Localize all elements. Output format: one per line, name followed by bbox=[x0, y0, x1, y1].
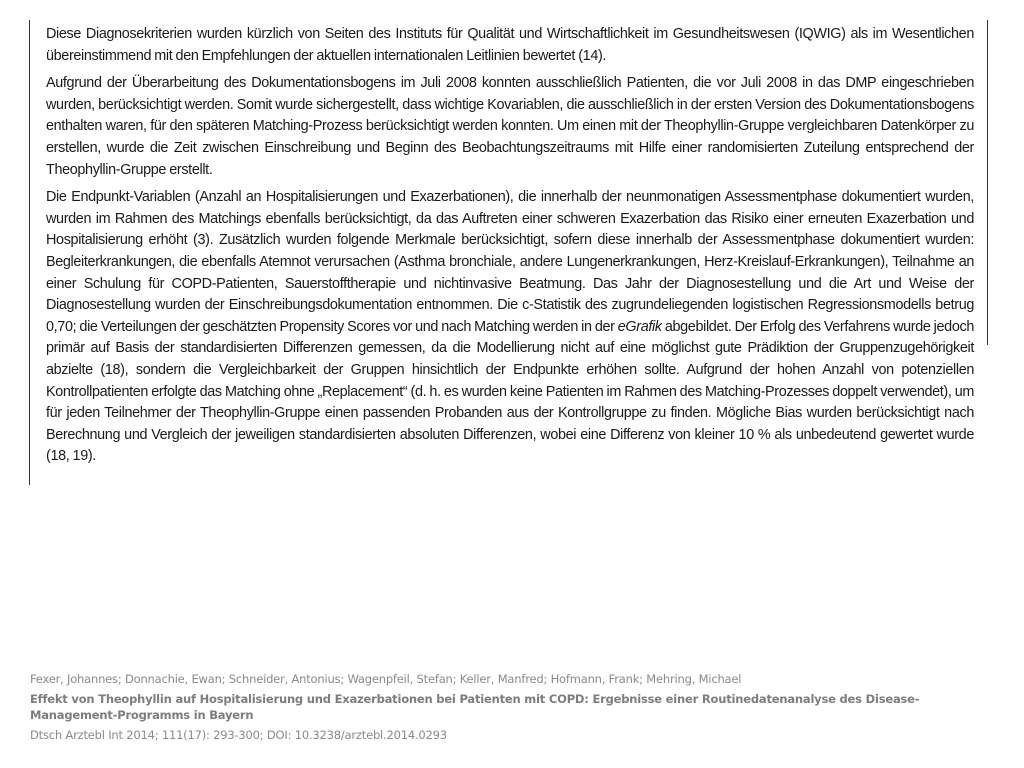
citation-authors: Fexer, Johannes; Donnachie, Ewan; Schneider, Antonius; Wagenpfeil, Stefan; Keller, Manfred; Hofmann, Frank; Mehring, Michael bbox=[30, 672, 742, 686]
citation-title: Effekt von Theophyllin auf Hospitalisierung und Exazerbationen bei Patienten mit COPD: Ergebnisse einer Routinedatenanalyse des Disease-Management-Programms in Bayern bbox=[30, 692, 920, 722]
article-body bbox=[46, 24, 974, 474]
egrafik-reference: eGrafik bbox=[617, 318, 662, 335]
paragraph-endpoint-variables bbox=[46, 187, 974, 468]
citation-block bbox=[30, 671, 970, 747]
right-margin-rule bbox=[987, 20, 988, 345]
paragraph-endpoint-text-end: abgebildet. Der Erfolg des Verfahrens wurde jedoch primär auf Basis der standardisierten Differenzen gemessen, da die Modellierung nicht auf eine möglichst gute Prädiktion der Gruppenzugehörigkeit abzielte (18), sondern die Vergleichbarkeit der Gruppen hinsichtlich der Endpunkte erhöhen sollte. Aufgrund der hohen Anzahl von potenziellen Kontrollpatienten erfolgte das Matching ohne „Replacement“ (d. h. es wurden keine Patienten im Rahmen des Matching-Prozesses doppelt verwendet), um für jeden Teilnehmer der Theophyllin-Gruppe einen passenden Probanden aus der Kontrollgruppe zu finden. Mögliche Bias wurden berücksichtigt nach Berechnung und Vergleich der jeweiligen standardisierten absoluten Differenzen, wobei eine Differenz von kleiner 10 % als unbedeutend gewertet wurde (18, 19). bbox=[46, 318, 974, 465]
paragraph-endpoint-text-start: Die Endpunkt-Variablen (Anzahl an Hospitalisierungen und Exazerbationen), die innerhalb der neunmonatigen Assessmentphase dokumentiert wurden, wurden im Rahmen des Matchings ebenfalls berücksichtigt, da das Auftreten einer schweren Exazerbation das Risiko einer erneuten Exazerbation und Hospitalisierung erhöht (3). Zusätzlich wurden folgende Merkmale berücksichtigt, sofern diese innerhalb der Assessmentphase dokumentiert wurden: Begleiterkrankungen, die ebenfalls Atemnot verursachen (Asthma bronchiale, andere Lungenerkrankungen, Herz-Kreislauf-Erkrankungen), Teilnahme an einer Schulung für COPD-Patienten, Sauerstofftherapie und nichtinvasive Beatmung. Das Jahr der Diagnosestellung und die Art und Weise der Diagnosestellung wurden der Einschreibungsdokumentation entnommen. Die c-Statistik des zugrundeliegenden logistischen Regressionsmodells betrug 0,70; die Verteilungen der geschätzten Propensity Scores vor und nach Matching werden in der bbox=[46, 189, 974, 335]
paragraph-diagnosis-criteria: Diese Diagnosekriterien wurden kürzlich von Seiten des Instituts für Qualität und Wirtschaftlichkeit im Gesundheitswesen (IQWIG) als im Wesentlichen übereinstimmend mit den Empfehlungen der aktuellen internationalen Leitlinien bewertet (14). bbox=[46, 26, 974, 64]
paragraph-documentation-revision: Aufgrund der Überarbeitung des Dokumentationsbogens im Juli 2008 konnten ausschließlich Patienten, die vor Juli 2008 in das DMP eingeschrieben wurden, berücksichtigt werden. Somit wurde sichergestellt, dass wichtige Kovariablen, die ausschließlich in der ersten Version des Dokumentationsbogens enthalten waren, für den späteren Matching-Prozess berücksichtigt werden konnten. Um einen mit der Theophyllin-Gruppe vergleichbaren Datenkörper zu erstellen, wurde die Zeit zwischen Einschreibung und Beginn des Beobachtungszeitraums mit Hilfe einer randomisierten Zuteilung entsprechend der Theophyllin-Gruppe erstellt. bbox=[46, 75, 974, 178]
citation-reference: Dtsch Arztebl Int 2014; 111(17): 293-300; DOI: 10.3238/arztebl.2014.0293 bbox=[30, 728, 447, 742]
left-margin-rule bbox=[29, 20, 30, 485]
